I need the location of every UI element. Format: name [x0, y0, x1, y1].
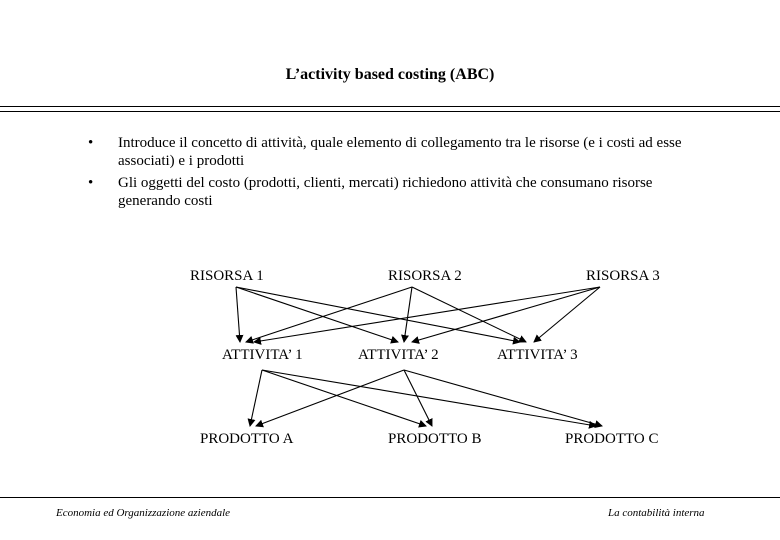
product-node-c: PRODOTTO C — [565, 431, 659, 447]
activity-to-product-arrow — [262, 370, 596, 426]
resource-node-2: RISORSA 2 — [388, 268, 462, 284]
footer-divider — [0, 497, 780, 498]
activity-to-product-arrow — [256, 370, 404, 426]
footer-left: Economia ed Organizzazione aziendale — [56, 507, 231, 519]
resource-to-activity-arrow — [412, 287, 600, 342]
activity-node-2: ATTIVITA’ 2 — [358, 347, 439, 363]
resource-to-activity-arrow — [236, 287, 240, 342]
activity-to-product-arrow — [250, 370, 262, 426]
bullet-text: Gli oggetti del costo (prodotti, clienti, mercati) richiedono attività che consumano risorse generando costi — [118, 175, 653, 209]
activity-node-1: ATTIVITA’ 1 — [222, 347, 303, 363]
resource-to-activity-arrow — [534, 287, 600, 342]
footer-right: La contabilità interna — [608, 507, 705, 519]
bullet-dot: • — [88, 175, 94, 191]
product-node-b: PRODOTTO B — [388, 431, 482, 447]
resource-to-activity-arrow — [236, 287, 520, 342]
page-title: L’activity based costing (ABC) — [285, 66, 495, 83]
resource-to-activity-arrow — [254, 287, 600, 342]
activity-to-product-arrow — [404, 370, 602, 426]
bullet-dot: • — [88, 135, 94, 151]
product-node-a: PRODOTTO A — [200, 431, 294, 447]
bullet-text: Introduce il concetto di attività, quale elemento di collegamento tra le risorse (e i costi ad esse associati) e i prodotti — [118, 135, 682, 169]
resource-node-1: RISORSA 1 — [190, 268, 264, 284]
resource-node-3: RISORSA 3 — [586, 268, 660, 284]
resource-to-activity-arrow — [404, 287, 412, 342]
activity-node-3: ATTIVITA’ 3 — [497, 347, 578, 363]
activity-to-product-arrow — [262, 370, 426, 426]
resource-to-activity-arrow — [236, 287, 398, 342]
resource-to-activity-arrow — [246, 287, 412, 342]
